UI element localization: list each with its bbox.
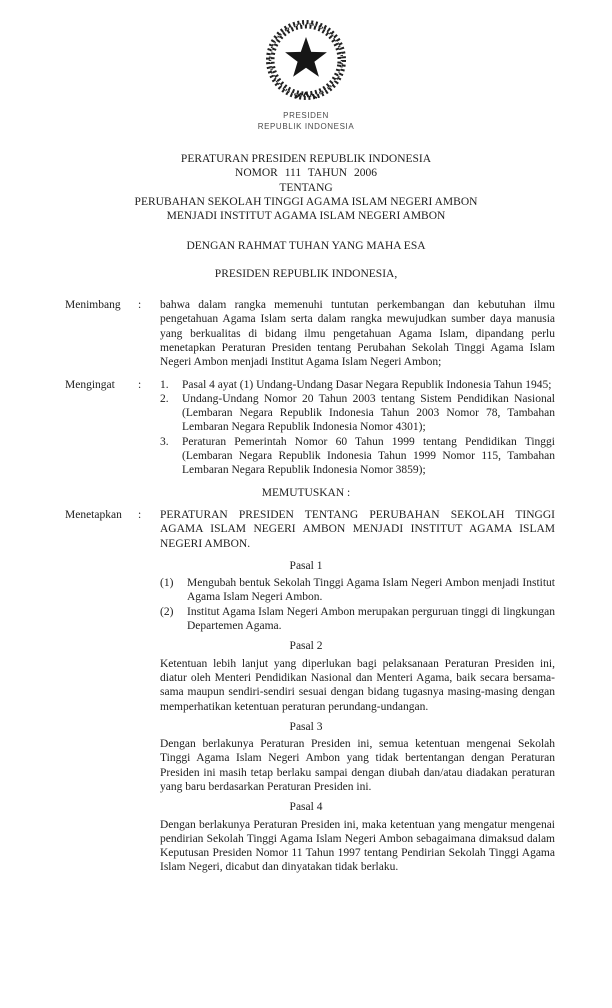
list-text: Peraturan Pemerintah Nomor 60 Tahun 1999 tentang Pendidikan Tinggi (Lembaran Negara Republik Indonesia Tahun 1999 Nomor 115, Tambahan Lembaran Negara Republik Indonesia Nomor 3859);	[182, 435, 555, 477]
memutuskan-heading: MEMUTUSKAN :	[261, 486, 351, 499]
pasal-1-list	[160, 576, 555, 633]
emblem-container	[0, 19, 612, 103]
mengingat-label: Mengingat	[65, 378, 115, 391]
menetapkan-clause	[65, 508, 555, 551]
list-number: 2.	[160, 392, 169, 405]
title-line-subject-1: PERUBAHAN SEKOLAH TINGGI AGAMA ISLAM NEGERI AMBON	[134, 195, 478, 208]
menimbang-text: bahwa dalam rangka memenuhi tuntutan perkembangan dan kebutuhan ilmu pengetahuan Agama Islam serta dalam rangka mewujudkan sumber daya manusia yang berkualitas di bidang ilmu pengetahuan Agama Islam, dipandang perlu menetapkan Peraturan Presiden tentang Perubahan Sekolah Tinggi Agama Islam Negeri Ambon menjadi Institut Agama Islam Negeri Ambon;	[160, 299, 555, 369]
pasal-3-body: Dengan berlakunya Peraturan Presiden ini, semua ketentuan mengenai Sekolah Tinggi Agama Islam Negeri Ambon yang tidak bertentangan dengan Peraturan Presiden ini masih tetap berlaku sampai dengan diubah dan/atau diadakan peraturan yang baru berdasarkan Peraturan Presiden ini.	[160, 738, 555, 793]
pasal-4-heading: Pasal 4	[289, 801, 323, 814]
label-colon: :	[138, 299, 142, 312]
title-line-regulation: PERATURAN PRESIDEN REPUBLIK INDONESIA	[180, 153, 432, 165]
menimbang-label: Menimbang	[65, 299, 121, 312]
letterhead-line2: REPUBLIK INDONESIA	[257, 121, 355, 131]
item-number: (1)	[160, 577, 174, 590]
legal-basis-item	[160, 435, 555, 478]
legal-basis-list	[160, 378, 555, 478]
pasal-1-item	[160, 605, 555, 634]
pasal-1-heading: Pasal 1	[289, 559, 323, 572]
list-text: Undang-Undang Nomor 20 Tahun 2003 tentang Sistem Pendidikan Nasional (Lembaran Negara Republik Indonesia Tahun 2003 Nomor 78, Tambahan Lembaran Negara Republik Indonesia Nomor 4301);	[182, 392, 555, 434]
menetapkan-text: PERATURAN PRESIDEN TENTANG PERUBAHAN SEKOLAH TINGGI AGAMA ISLAM NEGERI AMBON MENJADI INSTITUT AGAMA ISLAM NEGERI AMBON.	[160, 508, 555, 550]
pasal-2-heading: Pasal 2	[289, 640, 323, 653]
legal-basis-item	[160, 378, 555, 392]
letterhead-line1: PRESIDEN	[283, 111, 329, 120]
presidential-star-wreath-emblem-icon	[264, 19, 348, 103]
menetapkan-label: Menetapkan	[65, 508, 122, 521]
star-icon	[285, 37, 327, 77]
letterhead	[0, 0, 612, 132]
title-block	[0, 152, 612, 223]
item-number: (2)	[160, 605, 174, 618]
item-text: Institut Agama Islam Negeri Ambon merupakan perguruan tinggi di lingkungan Departemen Agama.	[187, 605, 555, 633]
pasal-3-heading: Pasal 3	[289, 720, 323, 733]
title-line-subject-2: MENJADI INSTITUT AGAMA ISLAM NEGERI AMBON	[166, 210, 446, 223]
item-text: Mengubah bentuk Sekolah Tinggi Agama Islam Negeri Ambon menjadi Institut Agama Islam Negeri Ambon.	[187, 577, 555, 604]
label-colon: :	[138, 508, 142, 521]
list-text: Pasal 4 ayat (1) Undang-Undang Dasar Negara Republik Indonesia Tahun 1945;	[182, 378, 552, 391]
authority-line: PRESIDEN REPUBLIK INDONESIA,	[214, 267, 398, 280]
menimbang-clause	[65, 298, 555, 369]
pasal-2-body: Ketentuan lebih lanjut yang diperlukan bagi pelaksanaan Peraturan Presiden ini, diatur oleh Menteri Pendidikan Nasional dan Menteri Agama, baik secara bersama-sama maupun sendiri-sendiri sesuai dengan bidang tugasnya masing-masing dengan memperhatikan ketentuan peraturan perundang-undangan.	[160, 657, 555, 713]
title-line-tentang: TENTANG	[279, 181, 333, 194]
pasal-4-body: Dengan berlakunya Peraturan Presiden ini, maka ketentuan yang mengatur mengenai pendirian Sekolah Tinggi Agama Islam Negeri Ambon sebagaimana dimaksud dalam Keputusan Presiden Nomor 11 Tahun 1997 tentang Pendirian Sekolah Tinggi Agama Islam Negeri, dicabut dan dinyatakan tidak berlaku.	[160, 818, 555, 874]
title-line-number: NOMOR 111 TAHUN 2006	[235, 167, 377, 180]
pasal-1-item	[160, 576, 555, 605]
mengingat-clause	[65, 378, 555, 478]
list-number: 1.	[160, 378, 169, 391]
legal-basis-item	[160, 392, 555, 435]
letterhead-text	[0, 111, 612, 132]
list-number: 3.	[160, 435, 169, 448]
invocation-line: DENGAN RAHMAT TUHAN YANG MAHA ESA	[186, 240, 426, 253]
label-colon: :	[138, 378, 142, 391]
